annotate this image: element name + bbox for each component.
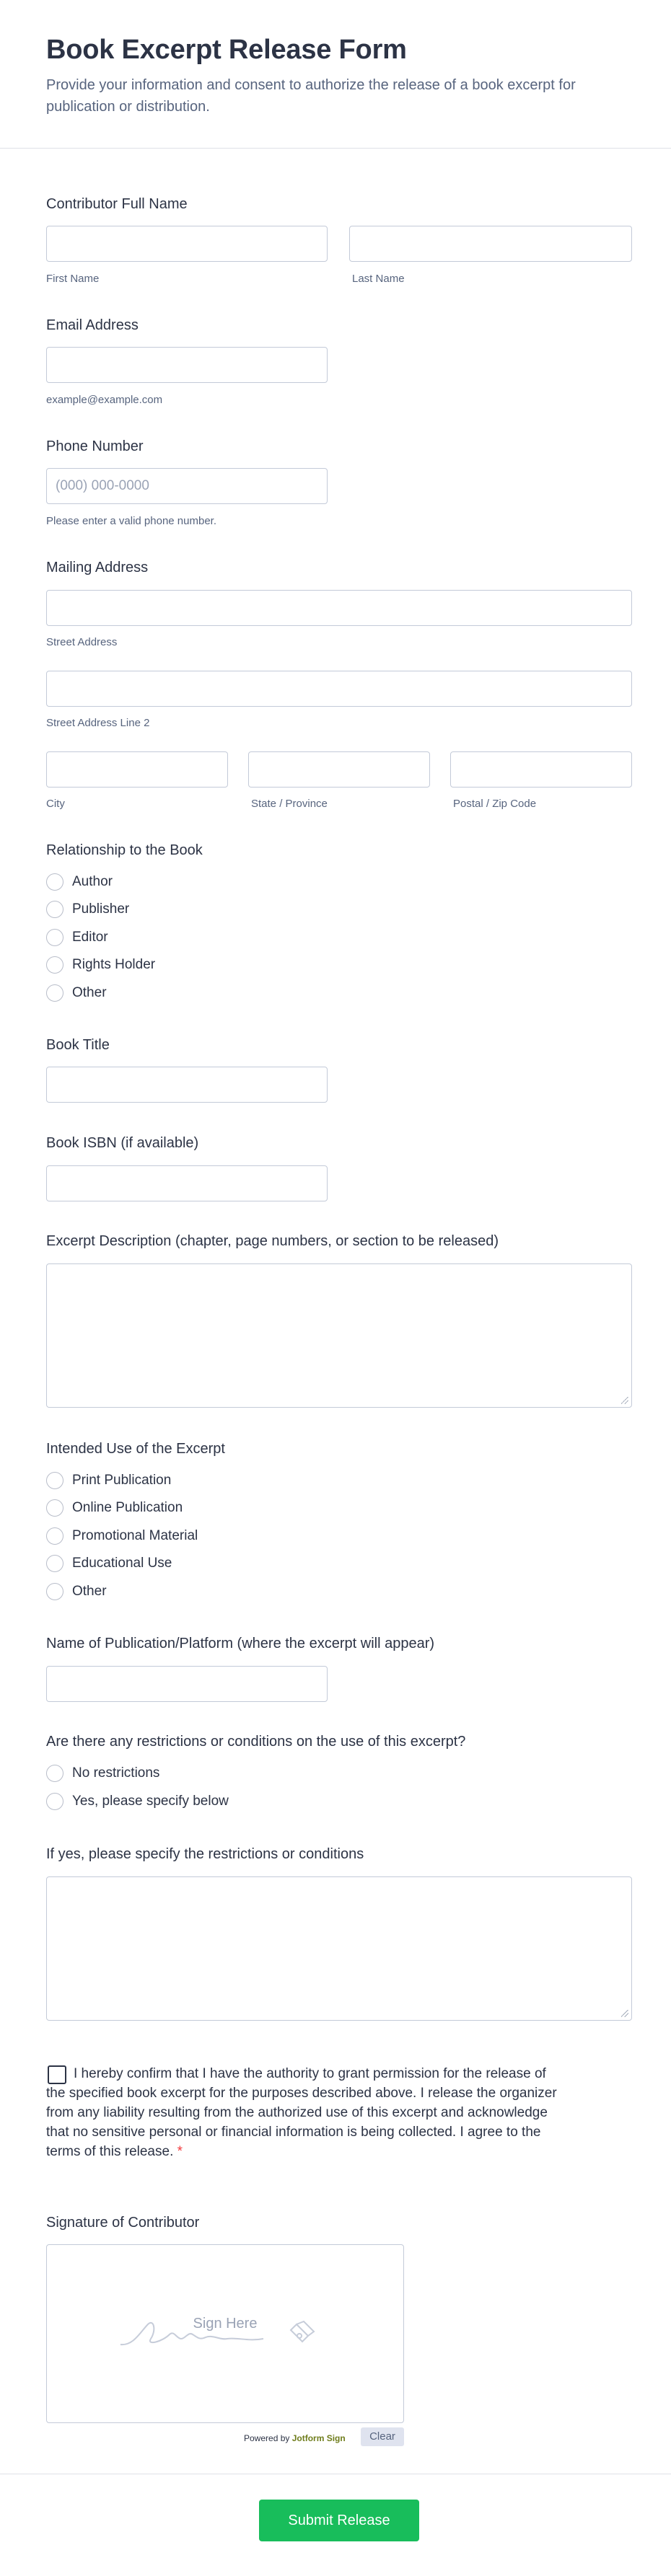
last-name-input[interactable] — [349, 226, 632, 262]
email-label: Email Address — [46, 317, 139, 333]
address-label: Mailing Address — [46, 560, 149, 575]
restrictions-detail-label: If yes, please specify the restrictions or conditions — [46, 1846, 364, 1862]
book-title-input[interactable] — [46, 1067, 328, 1103]
publication-name-label: Name of Publication/Platform (where the excerpt will appear) — [46, 1636, 435, 1651]
intended-use-label: Intended Use of the Excerpt — [46, 1441, 225, 1457]
radio-circle[interactable] — [46, 1555, 63, 1572]
radio-option-online-publication[interactable] — [46, 1498, 183, 1518]
phone-sublabel: Please enter a valid phone number. — [46, 515, 216, 527]
street-address-sublabel: Street Address — [46, 636, 118, 648]
radio-label: No restrictions — [72, 1765, 160, 1781]
street-address-line2-sublabel: Street Address Line 2 — [46, 717, 150, 729]
radio-circle[interactable] — [46, 1472, 63, 1489]
street-address-input[interactable] — [46, 590, 632, 626]
city-input[interactable] — [46, 751, 228, 788]
book-title-label: Book Title — [46, 1037, 110, 1053]
radio-option-other-use[interactable] — [46, 1582, 107, 1602]
excerpt-description-label: Excerpt Description (chapter, page numbers, or section to be released) — [46, 1233, 499, 1249]
radio-circle[interactable] — [46, 1527, 63, 1545]
radio-option-educational-use[interactable] — [46, 1553, 172, 1574]
publication-name-input[interactable] — [46, 1666, 328, 1702]
form-title: Book Excerpt Release Form — [46, 35, 407, 65]
restrictions-detail-textarea[interactable] — [46, 1876, 632, 2021]
state-input[interactable] — [248, 751, 430, 788]
zip-sublabel: Postal / Zip Code — [453, 798, 537, 810]
required-asterisk: * — [177, 2144, 183, 2159]
radio-label: Yes, please specify below — [72, 1794, 229, 1809]
last-name-sublabel: Last Name — [352, 273, 405, 285]
consent-text: I hereby confirm that I have the authority to grant permission for the release of the specified book excerpt for the purposes described above. I release the organizer from any liability resulting from the authorized use of this excerpt and acknowledge that no sensitive personal or financial information is being collected. I agree to the terms of this release. — [46, 2066, 557, 2159]
powered-by-text: Powered by — [244, 2433, 290, 2443]
email-input[interactable] — [46, 347, 328, 383]
radio-label: Publisher — [72, 901, 130, 917]
radio-circle[interactable] — [46, 901, 63, 918]
restrictions-label: Are there any restrictions or conditions on the use of this excerpt? — [46, 1734, 466, 1750]
radio-circle[interactable] — [46, 956, 63, 974]
radio-label: Promotional Material — [72, 1528, 198, 1543]
resize-handle-icon[interactable] — [621, 2010, 628, 2017]
radio-option-no-restrictions[interactable] — [46, 1763, 159, 1783]
radio-circle[interactable] — [46, 1583, 63, 1600]
radio-label: Online Publication — [72, 1500, 183, 1515]
clear-signature-button[interactable]: Clear — [361, 2427, 404, 2446]
resize-handle-icon[interactable] — [621, 1397, 628, 1404]
phone-label: Phone Number — [46, 438, 144, 454]
isbn-input[interactable] — [46, 1165, 328, 1201]
signature-label: Signature of Contributor — [46, 2215, 200, 2231]
signature-pad[interactable] — [46, 2244, 404, 2423]
radio-circle[interactable] — [46, 873, 63, 891]
jotform-sign-link[interactable]: Jotform Sign — [291, 2433, 346, 2443]
consent-text-block — [46, 2064, 558, 2161]
radio-label: Rights Holder — [72, 957, 156, 972]
powered-by — [244, 2433, 346, 2443]
street-address-line2-input[interactable] — [46, 671, 632, 707]
radio-option-publisher[interactable] — [46, 899, 129, 919]
radio-circle[interactable] — [46, 929, 63, 946]
signature-placeholder: Sign Here — [193, 2316, 258, 2332]
first-name-input[interactable] — [46, 226, 328, 262]
phone-placeholder: (000) 000-0000 — [56, 478, 149, 493]
radio-label: Other — [72, 985, 107, 1000]
radio-circle[interactable] — [46, 1793, 63, 1810]
state-sublabel: State / Province — [251, 798, 328, 810]
phone-input[interactable] — [46, 468, 328, 504]
radio-option-yes-specify[interactable] — [46, 1791, 229, 1812]
form-header — [0, 0, 671, 149]
isbn-label: Book ISBN (if available) — [46, 1135, 199, 1151]
relationship-label: Relationship to the Book — [46, 842, 203, 858]
radio-circle[interactable] — [46, 1765, 63, 1782]
first-name-sublabel: First Name — [46, 273, 100, 285]
excerpt-description-textarea[interactable] — [46, 1263, 632, 1408]
radio-option-other[interactable] — [46, 983, 107, 1003]
form-subtitle: Provide your information and consent to authorize the release of a book excerpt for publication or distribution. — [46, 77, 576, 115]
submit-button[interactable]: Submit Release — [259, 2500, 419, 2541]
contributor-name-label: Contributor Full Name — [46, 196, 188, 212]
radio-circle[interactable] — [46, 1499, 63, 1517]
radio-label: Other — [72, 1584, 107, 1599]
radio-circle[interactable] — [46, 984, 63, 1002]
radio-option-author[interactable] — [46, 872, 113, 892]
radio-label: Educational Use — [72, 1556, 172, 1571]
radio-option-rights-holder[interactable] — [46, 955, 155, 975]
city-sublabel: City — [46, 798, 65, 810]
radio-label: Print Publication — [72, 1473, 172, 1488]
radio-label: Editor — [72, 930, 108, 945]
radio-label: Author — [72, 874, 113, 889]
email-sublabel: example@example.com — [46, 394, 163, 406]
zip-input[interactable] — [450, 751, 632, 788]
radio-option-promotional-material[interactable] — [46, 1526, 198, 1546]
radio-option-editor[interactable] — [46, 927, 108, 948]
radio-option-print-publication[interactable] — [46, 1470, 171, 1491]
